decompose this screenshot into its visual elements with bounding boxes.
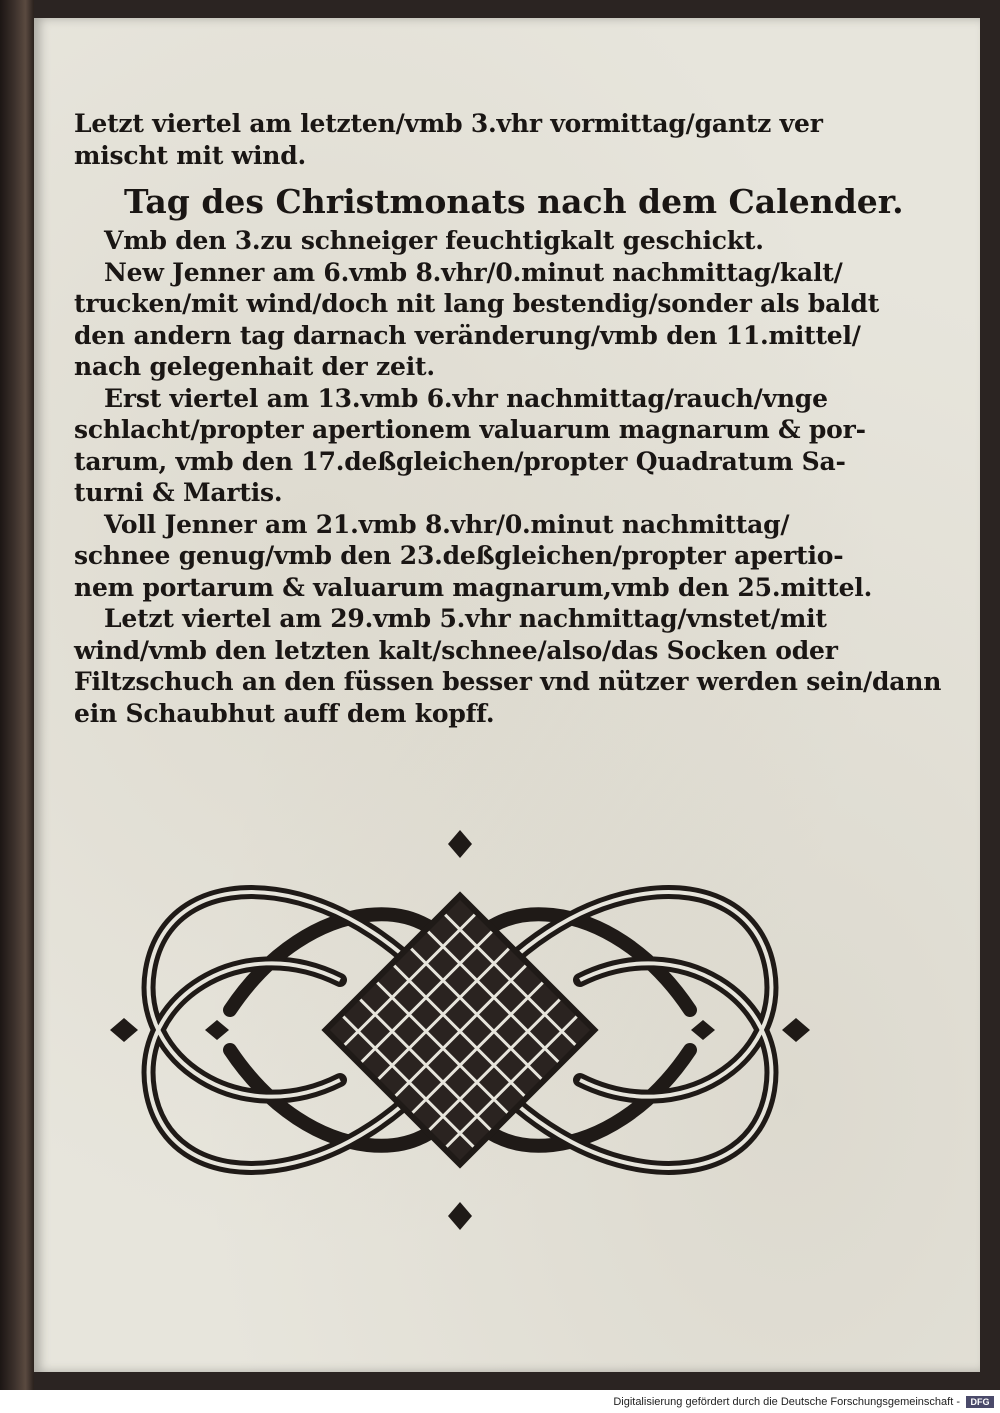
text-line: Letzt viertel am letzten/vmb 3.vhr vormittag/gantz ver bbox=[74, 109, 823, 138]
page-text bbox=[74, 108, 942, 729]
text-line: New Jenner am 6.vmb 8.vhr/0.minut nachmittag/kalt/ bbox=[104, 257, 843, 287]
text-line: wind/vmb den letzten kalt/schnee/also/das Socken oder bbox=[74, 635, 838, 665]
text-line: Erst viertel am 13.vmb 6.vhr nachmittag/rauch/vnge bbox=[104, 383, 828, 413]
interlaced-knot-ornament-icon bbox=[110, 830, 810, 1230]
book-binding-edge bbox=[0, 0, 34, 1390]
text-line: trucken/mit wind/doch nit lang bestendig/sonder als baldt bbox=[74, 289, 880, 318]
dfg-logo: DFG bbox=[966, 1396, 994, 1408]
text-line: mischt mit wind. bbox=[74, 140, 307, 170]
text-line: Vmb den 3.zu schneiger feuchtigkalt geschickt. bbox=[104, 226, 764, 255]
section-heading: Tag des Christmonats nach dem Calender. bbox=[124, 182, 904, 221]
text-line: den andern tag darnach veränderung/vmb den 11.mittel/ bbox=[74, 320, 861, 350]
text-line: Filtzschuch an den füssen besser vnd nützer werden sein/dann bbox=[74, 667, 942, 696]
text-line: Letzt viertel am 29.vmb 5.vhr nachmittag/vnstet/mit bbox=[104, 604, 827, 633]
text-line: schnee genug/vmb den 23.deßgleichen/propter apertio- bbox=[74, 541, 844, 570]
text-line: nach gelegenhait der zeit. bbox=[74, 352, 435, 381]
text-line: Voll Jenner am 21.vmb 8.vhr/0.minut nachmittag/ bbox=[104, 509, 790, 539]
text-line: turni & Martis. bbox=[74, 478, 283, 507]
text-line: tarum, vmb den 17.deßgleichen/propter Quadratum Sa- bbox=[74, 446, 846, 476]
footer-credit: Digitalisierung gefördert durch die Deutsche Forschungsgemeinschaft - bbox=[613, 1396, 960, 1408]
text-line: nem portarum & valuarum magnarum,vmb den 25.mittel. bbox=[74, 572, 873, 602]
text-line: schlacht/propter apertionem valuarum magnarum & por- bbox=[74, 415, 866, 444]
text-line: ein Schaubhut auff dem kopff. bbox=[74, 698, 495, 728]
